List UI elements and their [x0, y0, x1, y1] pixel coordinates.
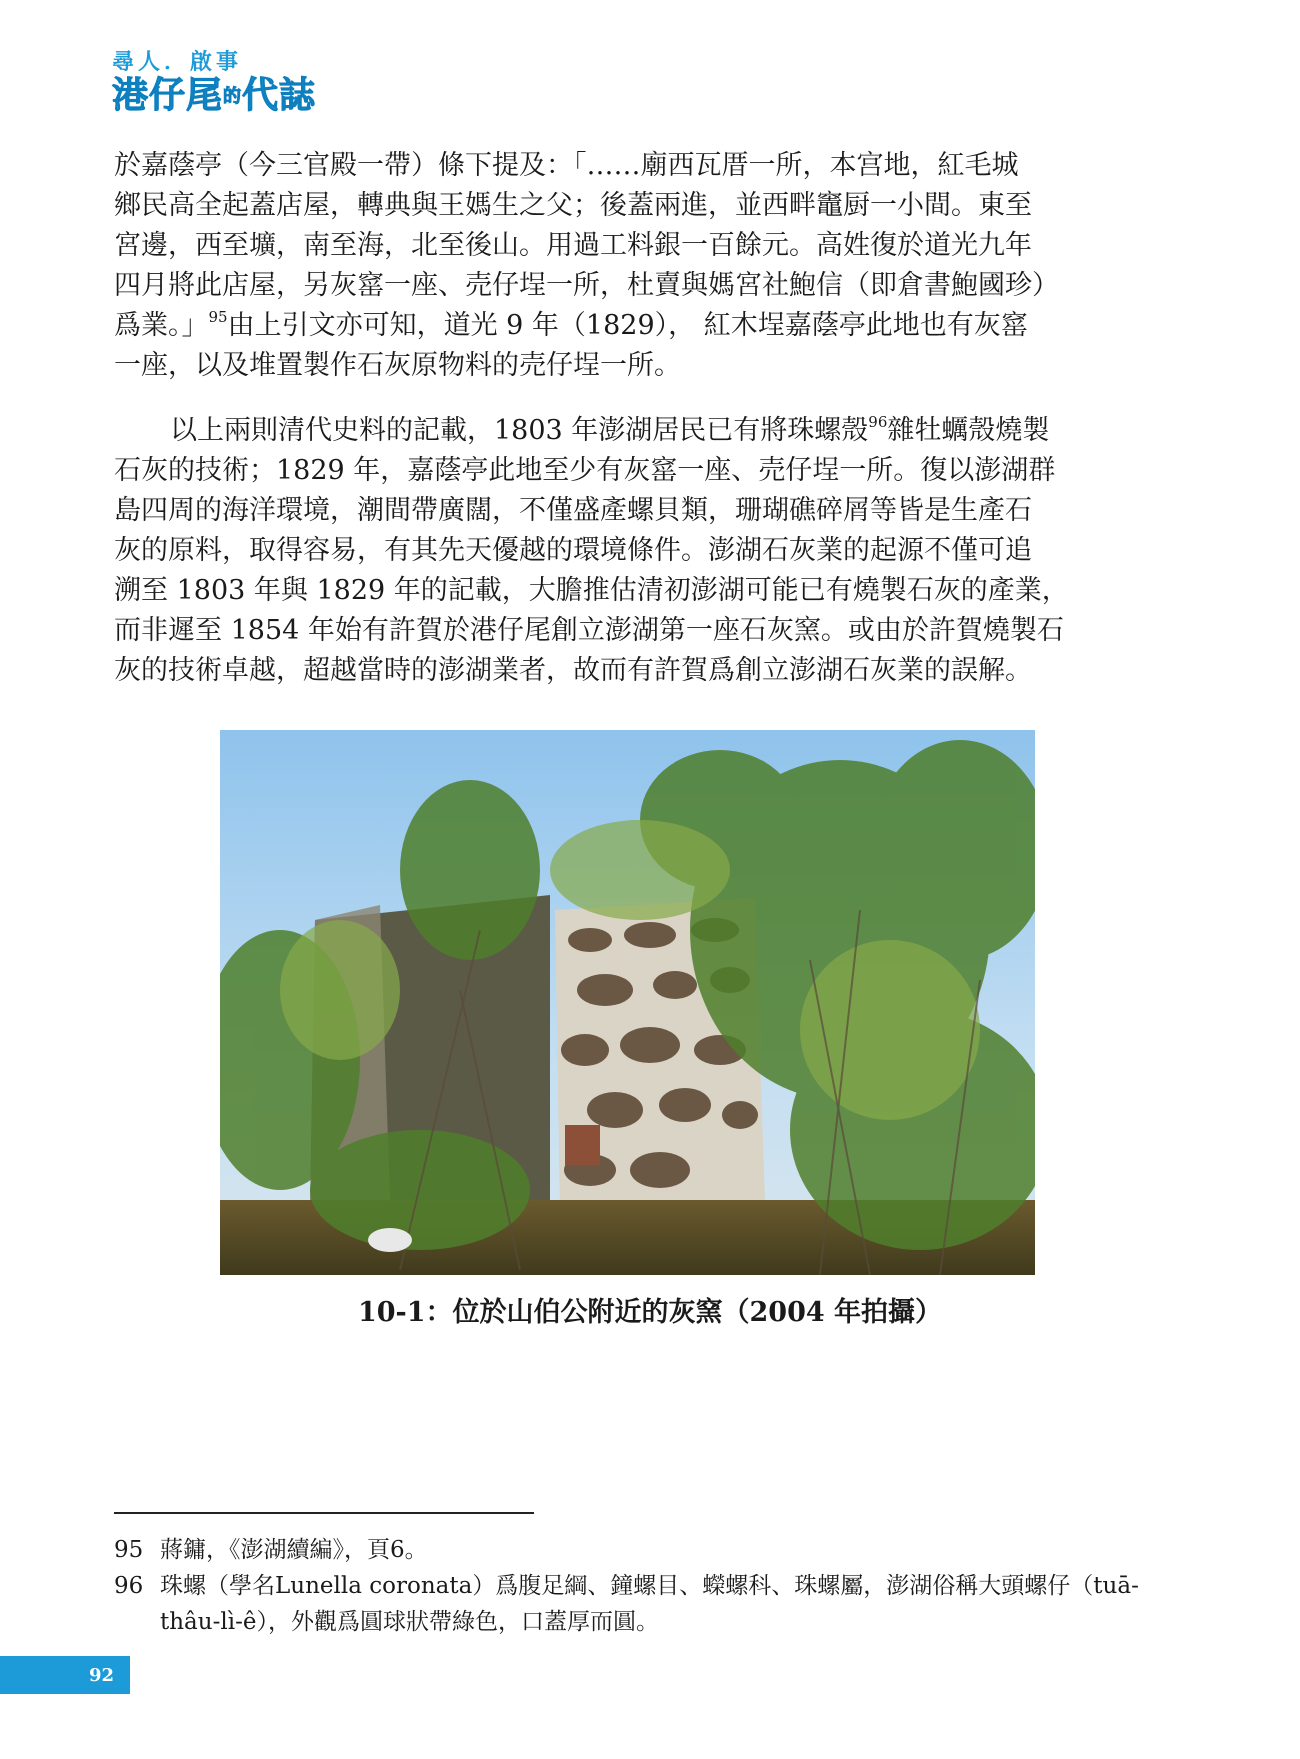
- text-run: 以上兩則清代史料的記載，1803 年澎湖居民已有將珠螺殼: [170, 415, 869, 446]
- paragraph-1-line: 四月將此店屋，另灰窰一座、売仔埕一所，杜賣與媽宮社鮑信（即倉書鮑國珍）: [114, 270, 1059, 301]
- book-title-part-a: 港仔尾: [112, 75, 224, 116]
- paragraph-2-continued: [114, 451, 1154, 691]
- lime-kiln-photo: [220, 730, 1035, 1275]
- page-number-tab: [0, 1656, 130, 1694]
- series-title: 尋人．啟事: [112, 50, 243, 75]
- paragraph-1-line: 於嘉蔭亭（今三官殿一帶）條下提及：「……廟西瓦厝一所，本宫地，紅毛城: [114, 150, 1019, 181]
- paragraph-1-line: 鄉民高全起蓋店屋，轉典與王媽生之父；後蓋兩進，並西畔竈厨一小間。東至: [114, 190, 1032, 221]
- footnote-number: 96: [114, 1573, 144, 1599]
- footnote-ref-96[interactable]: 96: [868, 413, 888, 431]
- footnote-text: 珠螺（學名Lunella coronata）爲腹足綱、鐘螺目、蠑螺科、珠螺屬，澎湖俗稱大頭螺仔（tuā-thâu-lì-ê），外觀爲圓球狀帶綠色，口蓋厚而圓。: [160, 1573, 1139, 1635]
- paragraph-2-line: [114, 411, 1154, 451]
- paragraph-2-line: 灰的原料，取得容易，有其先天優越的環境條件。澎湖石灰業的起源不僅可追: [114, 535, 1032, 566]
- paragraph-1: [114, 146, 1154, 386]
- paragraph-2-line: 溯至 1803 年與 1829 年的記載，大膽推估清初澎湖可能已有燒製石灰的產業，: [114, 575, 1069, 606]
- text-run: 雜牡蠣殼燒製: [887, 415, 1050, 446]
- book-title: [112, 76, 316, 117]
- text-run: 由上引文亦可知，道光 9 年（1829）， 紅木埕嘉蔭亭此地也有灰窰: [227, 310, 1028, 341]
- footnote-95: [114, 1532, 1154, 1568]
- footnote-number: 95: [114, 1537, 144, 1563]
- paragraph-1-line: [114, 306, 1154, 346]
- book-title-part-b: 代誌: [242, 75, 317, 116]
- book-header: [112, 50, 316, 117]
- footnote-ref-95[interactable]: 95: [208, 308, 228, 326]
- footnote-text: 蔣鏞，《澎湖續編》，頁6。: [160, 1537, 428, 1563]
- paragraph-2: [114, 411, 1154, 451]
- paragraph-1-line: 宮邊，西至壙，南至海，北至後山。用過工料銀一百餘元。高姓復於道光九年: [114, 230, 1032, 261]
- paragraph-2-line: 灰的技術卓越，超越當時的澎湖業者，故而有許賀爲創立澎湖石灰業的誤解。: [114, 655, 1032, 686]
- footnote-divider: [114, 1512, 534, 1514]
- text-run: 爲業。」: [114, 310, 209, 341]
- paragraph-2-line: 島四周的海洋環境，潮間帶廣闊，不僅盛產螺貝類，珊瑚礁碎屑等皆是生產石: [114, 495, 1032, 526]
- footnotes: [114, 1532, 1154, 1640]
- paragraph-2-line: 石灰的技術；1829 年，嘉蔭亭此地至少有灰窰一座、売仔埕一所。復以澎湖群: [114, 455, 1056, 486]
- figure-caption: 10-1：位於山伯公附近的灰窯（2004 年拍攝）: [357, 1297, 943, 1328]
- paragraph-1-line: 一座，以及堆置製作石灰原物料的売仔埕一所。: [114, 350, 681, 381]
- paragraph-2-line: 而非遲至 1854 年始有許賀於港仔尾創立澎湖第一座石灰窯。或由於許賀燒製石: [114, 615, 1064, 646]
- footnote-96: [114, 1568, 1154, 1640]
- page-number: 92: [88, 1664, 114, 1686]
- book-title-particle: 的: [223, 86, 243, 107]
